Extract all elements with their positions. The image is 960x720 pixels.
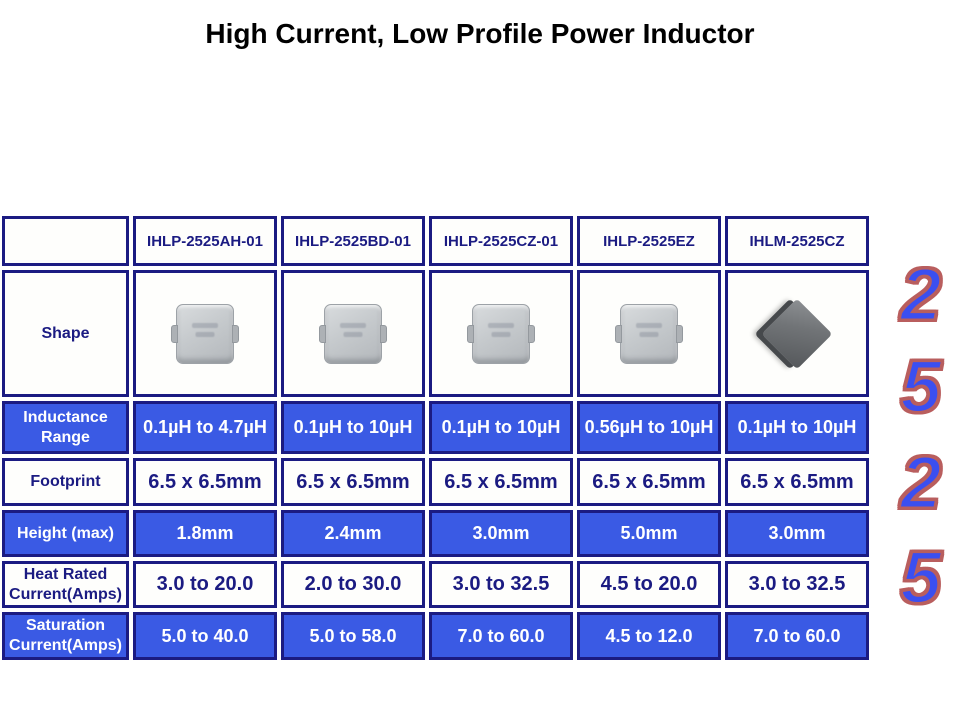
header-corner-cell (2, 216, 129, 266)
row-label-heat-rated-current: Heat Rated Current(Amps) (2, 561, 129, 608)
inductor-chip-image (324, 304, 382, 364)
inductor-chip-image (620, 304, 678, 364)
column-header-ihlp-2525bd-01: IHLP-2525BD-01 (281, 216, 425, 266)
column-header-ihlp-2525ez: IHLP-2525EZ (577, 216, 721, 266)
saturation-current-value: 5.0 to 40.0 (133, 612, 277, 660)
height-value: 3.0mm (429, 510, 573, 557)
shape-cell (133, 270, 277, 397)
heat-rated-current-value: 3.0 to 32.5 (725, 561, 869, 608)
row-label-shape: Shape (2, 270, 129, 397)
side-number-5: 5 (900, 345, 942, 428)
height-value: 3.0mm (725, 510, 869, 557)
height-value: 1.8mm (133, 510, 277, 557)
chip-marking (192, 323, 218, 328)
heat-rated-current-value: 3.0 to 20.0 (133, 561, 277, 608)
chip-marking (344, 332, 363, 337)
height-value: 5.0mm (577, 510, 721, 557)
inductor-chip-image (472, 304, 530, 364)
footprint-value: 6.5 x 6.5mm (725, 458, 869, 506)
footprint-value: 6.5 x 6.5mm (133, 458, 277, 506)
column-header-ihlp-2525cz-01: IHLP-2525CZ-01 (429, 216, 573, 266)
side-number-2: 2 (900, 441, 942, 524)
shape-cell (725, 270, 869, 397)
saturation-current-value: 7.0 to 60.0 (725, 612, 869, 660)
chip-marking (492, 332, 511, 337)
footprint-value: 6.5 x 6.5mm (429, 458, 573, 506)
side-number-2: 2 (900, 253, 942, 336)
height-value: 2.4mm (281, 510, 425, 557)
molded-inductor-cube (762, 298, 833, 369)
column-header-ihlp-2525ah-01: IHLP-2525AH-01 (133, 216, 277, 266)
chip-marking (196, 332, 215, 337)
heat-rated-current-value: 3.0 to 32.5 (429, 561, 573, 608)
row-label-height-max: Height (max) (2, 510, 129, 557)
slide-title: High Current, Low Profile Power Inductor (205, 18, 755, 49)
chip-marking (340, 323, 366, 328)
heat-rated-current-value: 2.0 to 30.0 (281, 561, 425, 608)
saturation-current-value: 7.0 to 60.0 (429, 612, 573, 660)
row-label-saturation-current: Saturation Current(Amps) (2, 612, 129, 660)
shape-cell (577, 270, 721, 397)
inductance-range-value: 0.1µH to 4.7µH (133, 401, 277, 454)
shape-cell (281, 270, 425, 397)
saturation-current-value: 5.0 to 58.0 (281, 612, 425, 660)
product-spec-table (2, 216, 869, 660)
chip-marking (640, 332, 659, 337)
chip-marking (488, 323, 514, 328)
footprint-value: 6.5 x 6.5mm (577, 458, 721, 506)
inductance-range-value: 0.1µH to 10µH (281, 401, 425, 454)
saturation-current-value: 4.5 to 12.0 (577, 612, 721, 660)
inductance-range-value: 0.56µH to 10µH (577, 401, 721, 454)
molded-inductor-image (752, 289, 842, 379)
row-label-footprint: Footprint (2, 458, 129, 506)
chip-marking (636, 323, 662, 328)
footprint-value: 6.5 x 6.5mm (281, 458, 425, 506)
inductor-chip-image (176, 304, 234, 364)
row-label-inductance-range: Inductance Range (2, 401, 129, 454)
side-number-5: 5 (900, 536, 942, 619)
inductance-range-value: 0.1µH to 10µH (725, 401, 869, 454)
column-header-ihlm-2525cz: IHLM-2525CZ (725, 216, 869, 266)
inductance-range-value: 0.1µH to 10µH (429, 401, 573, 454)
heat-rated-current-value: 4.5 to 20.0 (577, 561, 721, 608)
shape-cell (429, 270, 573, 397)
